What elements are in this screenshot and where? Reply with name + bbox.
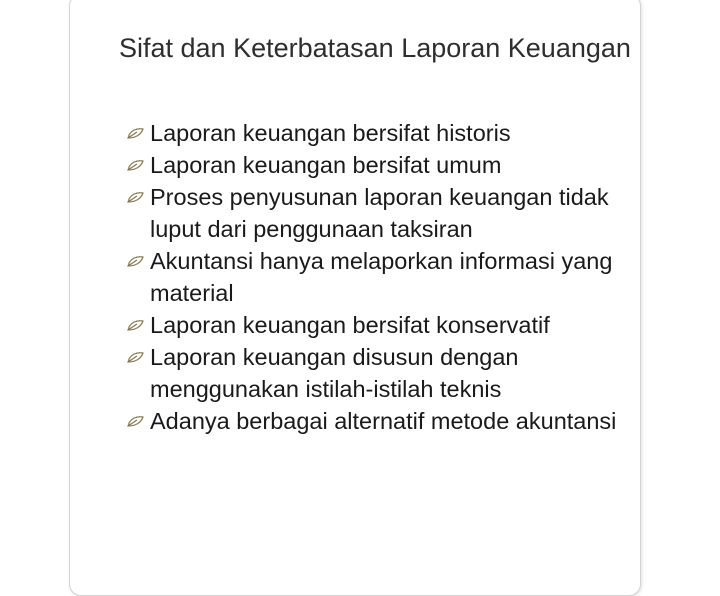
leaf-bullet-icon bbox=[127, 320, 144, 331]
bullet-text: Laporan keuangan bersifat konservatif bbox=[150, 312, 550, 338]
bullet-item bbox=[124, 181, 654, 245]
bullet-text: Laporan keuangan bersifat umum bbox=[150, 152, 502, 178]
bullet-text: Proses penyusunan laporan keuangan tidak luput dari penggunaan taksiran bbox=[150, 184, 609, 242]
leaf-bullet-icon bbox=[127, 160, 144, 171]
leaf-bullet-icon bbox=[127, 256, 144, 267]
bullet-text: Akuntansi hanya melaporkan informasi yang material bbox=[150, 248, 613, 306]
bullet-item bbox=[124, 117, 654, 149]
slide-title: Sifat dan Keterbatasan Laporan Keuangan bbox=[119, 33, 631, 63]
bullet-item bbox=[124, 309, 654, 341]
bullet-text: Adanya berbagai alternatif metode akuntansi bbox=[150, 408, 617, 434]
bullet-item bbox=[124, 245, 654, 309]
bullet-item bbox=[124, 341, 654, 405]
leaf-bullet-icon bbox=[127, 416, 144, 427]
leaf-bullet-icon bbox=[127, 352, 144, 363]
bullet-text: Laporan keuangan disusun dengan menggunakan istilah-istilah teknis bbox=[150, 344, 519, 402]
bullet-list bbox=[124, 117, 654, 437]
bullet-text: Laporan keuangan bersifat historis bbox=[150, 120, 511, 146]
leaf-bullet-icon bbox=[127, 128, 144, 139]
bullet-item bbox=[124, 149, 654, 181]
bullet-item bbox=[124, 405, 654, 437]
leaf-bullet-icon bbox=[127, 192, 144, 203]
